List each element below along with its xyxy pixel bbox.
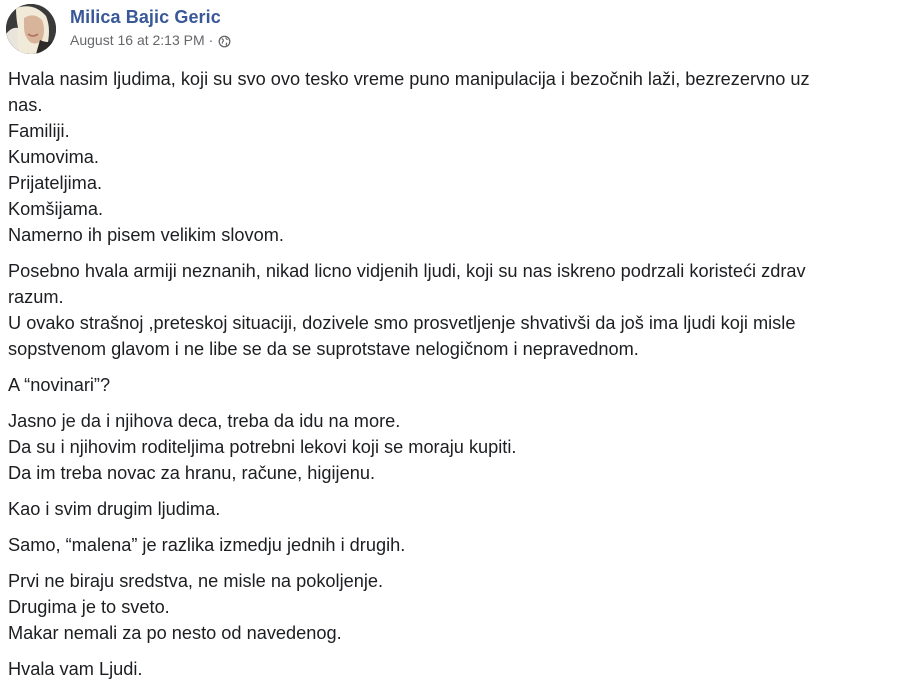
post-text-line: A “novinari”? [8, 375, 111, 395]
post-text-line: U ovako strašnoj ,preteskoj situaciji, dozivele smo prosvetljenje shvativši da još ima ljudi koji misle [8, 313, 796, 333]
post-text-line: Da im treba novac za hranu, račune, higijenu. [8, 463, 375, 483]
meta-separator: · [208, 32, 214, 48]
post-text-line: Familiji. [8, 121, 70, 141]
post-text-line: Da su i njihovim roditeljima potrebni lekovi koji se moraju kupiti. [8, 437, 517, 457]
post-paragraph [8, 568, 892, 646]
post-text-line: Jasno je da i njihova deca, treba da idu na more. [8, 411, 401, 431]
post-paragraph [8, 66, 892, 248]
avatar[interactable] [6, 4, 56, 54]
post-text-line: razum. [8, 287, 64, 307]
post-timestamp[interactable]: August 16 at 2:13 PM [70, 32, 205, 48]
post-text-line: Prijateljima. [8, 173, 102, 193]
post-header [6, 4, 231, 62]
post-paragraph [8, 258, 892, 362]
post-text-line: sopstvenom glavom i ne libe se da se suprotstave nelogičnom i nepravednom. [8, 339, 639, 359]
post-paragraph [8, 532, 892, 558]
post-paragraph [8, 496, 892, 522]
author-name[interactable]: Milica Bajic Geric [70, 7, 221, 27]
post-text-line: Kumovima. [8, 147, 99, 167]
post-text-line: Drugima je to sveto. [8, 597, 170, 617]
post-text-line: Hvala nasim ljudima, koji su svo ovo tesko vreme puno manipulacija i bezočnih laži, bezrezervno uz [8, 69, 810, 89]
globe-icon[interactable] [218, 34, 231, 47]
post-paragraph [8, 408, 892, 486]
post-paragraph [8, 372, 892, 398]
post-text-line: Namerno ih pisem velikim slovom. [8, 225, 284, 245]
post-text-line: nas. [8, 95, 43, 115]
post-text-line: Hvala vam Ljudi. [8, 659, 143, 679]
post-text-line: Posebno hvala armiji neznanih, nikad licno vidjenih ljudi, koji su nas iskreno podrzali koristeći zdrav [8, 261, 806, 281]
post-paragraph [8, 656, 892, 682]
post-text-line: Komšijama. [8, 199, 104, 219]
post-text-line: Kao i svim drugim ljudima. [8, 499, 221, 519]
avatar-image [6, 4, 56, 54]
post-text-line: Prvi ne biraju sredstva, ne misle na pokoljenje. [8, 571, 384, 591]
post-text-line: Samo, “malena” je razlika izmedju jednih i drugih. [8, 535, 406, 555]
post-text-line: Makar nemali za po nesto od navedenog. [8, 623, 342, 643]
post-meta [70, 31, 231, 49]
post-body [8, 66, 892, 684]
author-block [70, 6, 231, 49]
